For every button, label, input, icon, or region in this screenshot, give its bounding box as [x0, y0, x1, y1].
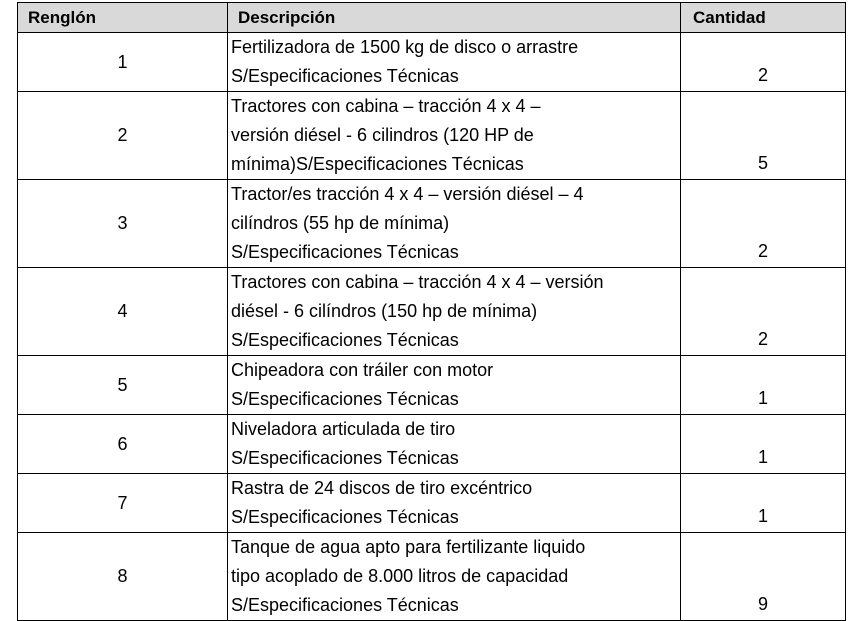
descripcion-line: Niveladora articulada de tiro: [231, 419, 456, 439]
renglon-cell: 3: [18, 180, 228, 268]
descripcion-line: Chipeadora con tráiler con motor: [231, 360, 494, 380]
items-table-container: [17, 2, 845, 621]
renglon-cell: 6: [18, 415, 228, 474]
table-row: [18, 533, 846, 621]
descripcion-line: S/Especificaciones Técnicas: [231, 507, 459, 527]
renglon-cell: 2: [18, 92, 228, 180]
descripcion-line: versión diésel - 6 cilindros (120 HP de: [231, 125, 534, 145]
header-cantidad: Cantidad: [681, 3, 846, 33]
descripcion-line: mínima)S/Especificaciones Técnicas: [231, 154, 524, 174]
table-body: [18, 33, 846, 621]
table-row: [18, 474, 846, 533]
descripcion-cell: [228, 415, 681, 474]
cantidad-cell: 9: [681, 533, 846, 621]
descripcion-cell: [228, 268, 681, 356]
cantidad-cell: 1: [681, 474, 846, 533]
cantidad-cell: 1: [681, 415, 846, 474]
descripcion-line: diésel - 6 cilíndros (150 hp de mínima): [231, 301, 538, 321]
descripcion-line: S/Especificaciones Técnicas: [231, 242, 459, 262]
cantidad-cell: 1: [681, 356, 846, 415]
descripcion-line: S/Especificaciones Técnicas: [231, 448, 459, 468]
table-row: [18, 268, 846, 356]
table-row: [18, 415, 846, 474]
header-renglon: Renglón: [18, 3, 228, 33]
items-table: [17, 2, 846, 621]
descripcion-line: Tractores con cabina – tracción 4 x 4 –: [231, 96, 541, 116]
renglon-cell: 4: [18, 268, 228, 356]
table-row: [18, 356, 846, 415]
descripcion-cell: [228, 180, 681, 268]
table-row: [18, 33, 846, 92]
renglon-cell: 1: [18, 33, 228, 92]
descripcion-line: Tractores con cabina – tracción 4 x 4 – versión: [231, 272, 604, 292]
renglon-cell: 7: [18, 474, 228, 533]
cantidad-cell: 2: [681, 33, 846, 92]
descripcion-line: Rastra de 24 discos de tiro excéntrico: [231, 478, 533, 498]
descripcion-line: Fertilizadora de 1500 kg de disco o arrastre: [231, 37, 579, 57]
table-row: [18, 92, 846, 180]
descripcion-line: cilíndros (55 hp de mínima): [231, 213, 450, 233]
renglon-cell: 5: [18, 356, 228, 415]
descripcion-cell: [228, 533, 681, 621]
descripcion-cell: [228, 33, 681, 92]
descripcion-line: Tanque de agua apto para fertilizante liquido: [231, 537, 586, 557]
descripcion-line: tipo acoplado de 8.000 litros de capacidad: [231, 566, 569, 586]
descripcion-line: S/Especificaciones Técnicas: [231, 389, 459, 409]
cantidad-cell: 2: [681, 180, 846, 268]
renglon-cell: 8: [18, 533, 228, 621]
descripcion-cell: [228, 474, 681, 533]
descripcion-line: S/Especificaciones Técnicas: [231, 595, 459, 615]
table-row: [18, 180, 846, 268]
descripcion-line: S/Especificaciones Técnicas: [231, 66, 459, 86]
descripcion-line: S/Especificaciones Técnicas: [231, 330, 459, 350]
descripcion-line: Tractor/es tracción 4 x 4 – versión diésel – 4: [231, 184, 584, 204]
header-row: [18, 3, 846, 33]
cantidad-cell: 5: [681, 92, 846, 180]
descripcion-cell: [228, 356, 681, 415]
descripcion-cell: [228, 92, 681, 180]
header-descripcion: Descripción: [228, 3, 681, 33]
cantidad-cell: 2: [681, 268, 846, 356]
